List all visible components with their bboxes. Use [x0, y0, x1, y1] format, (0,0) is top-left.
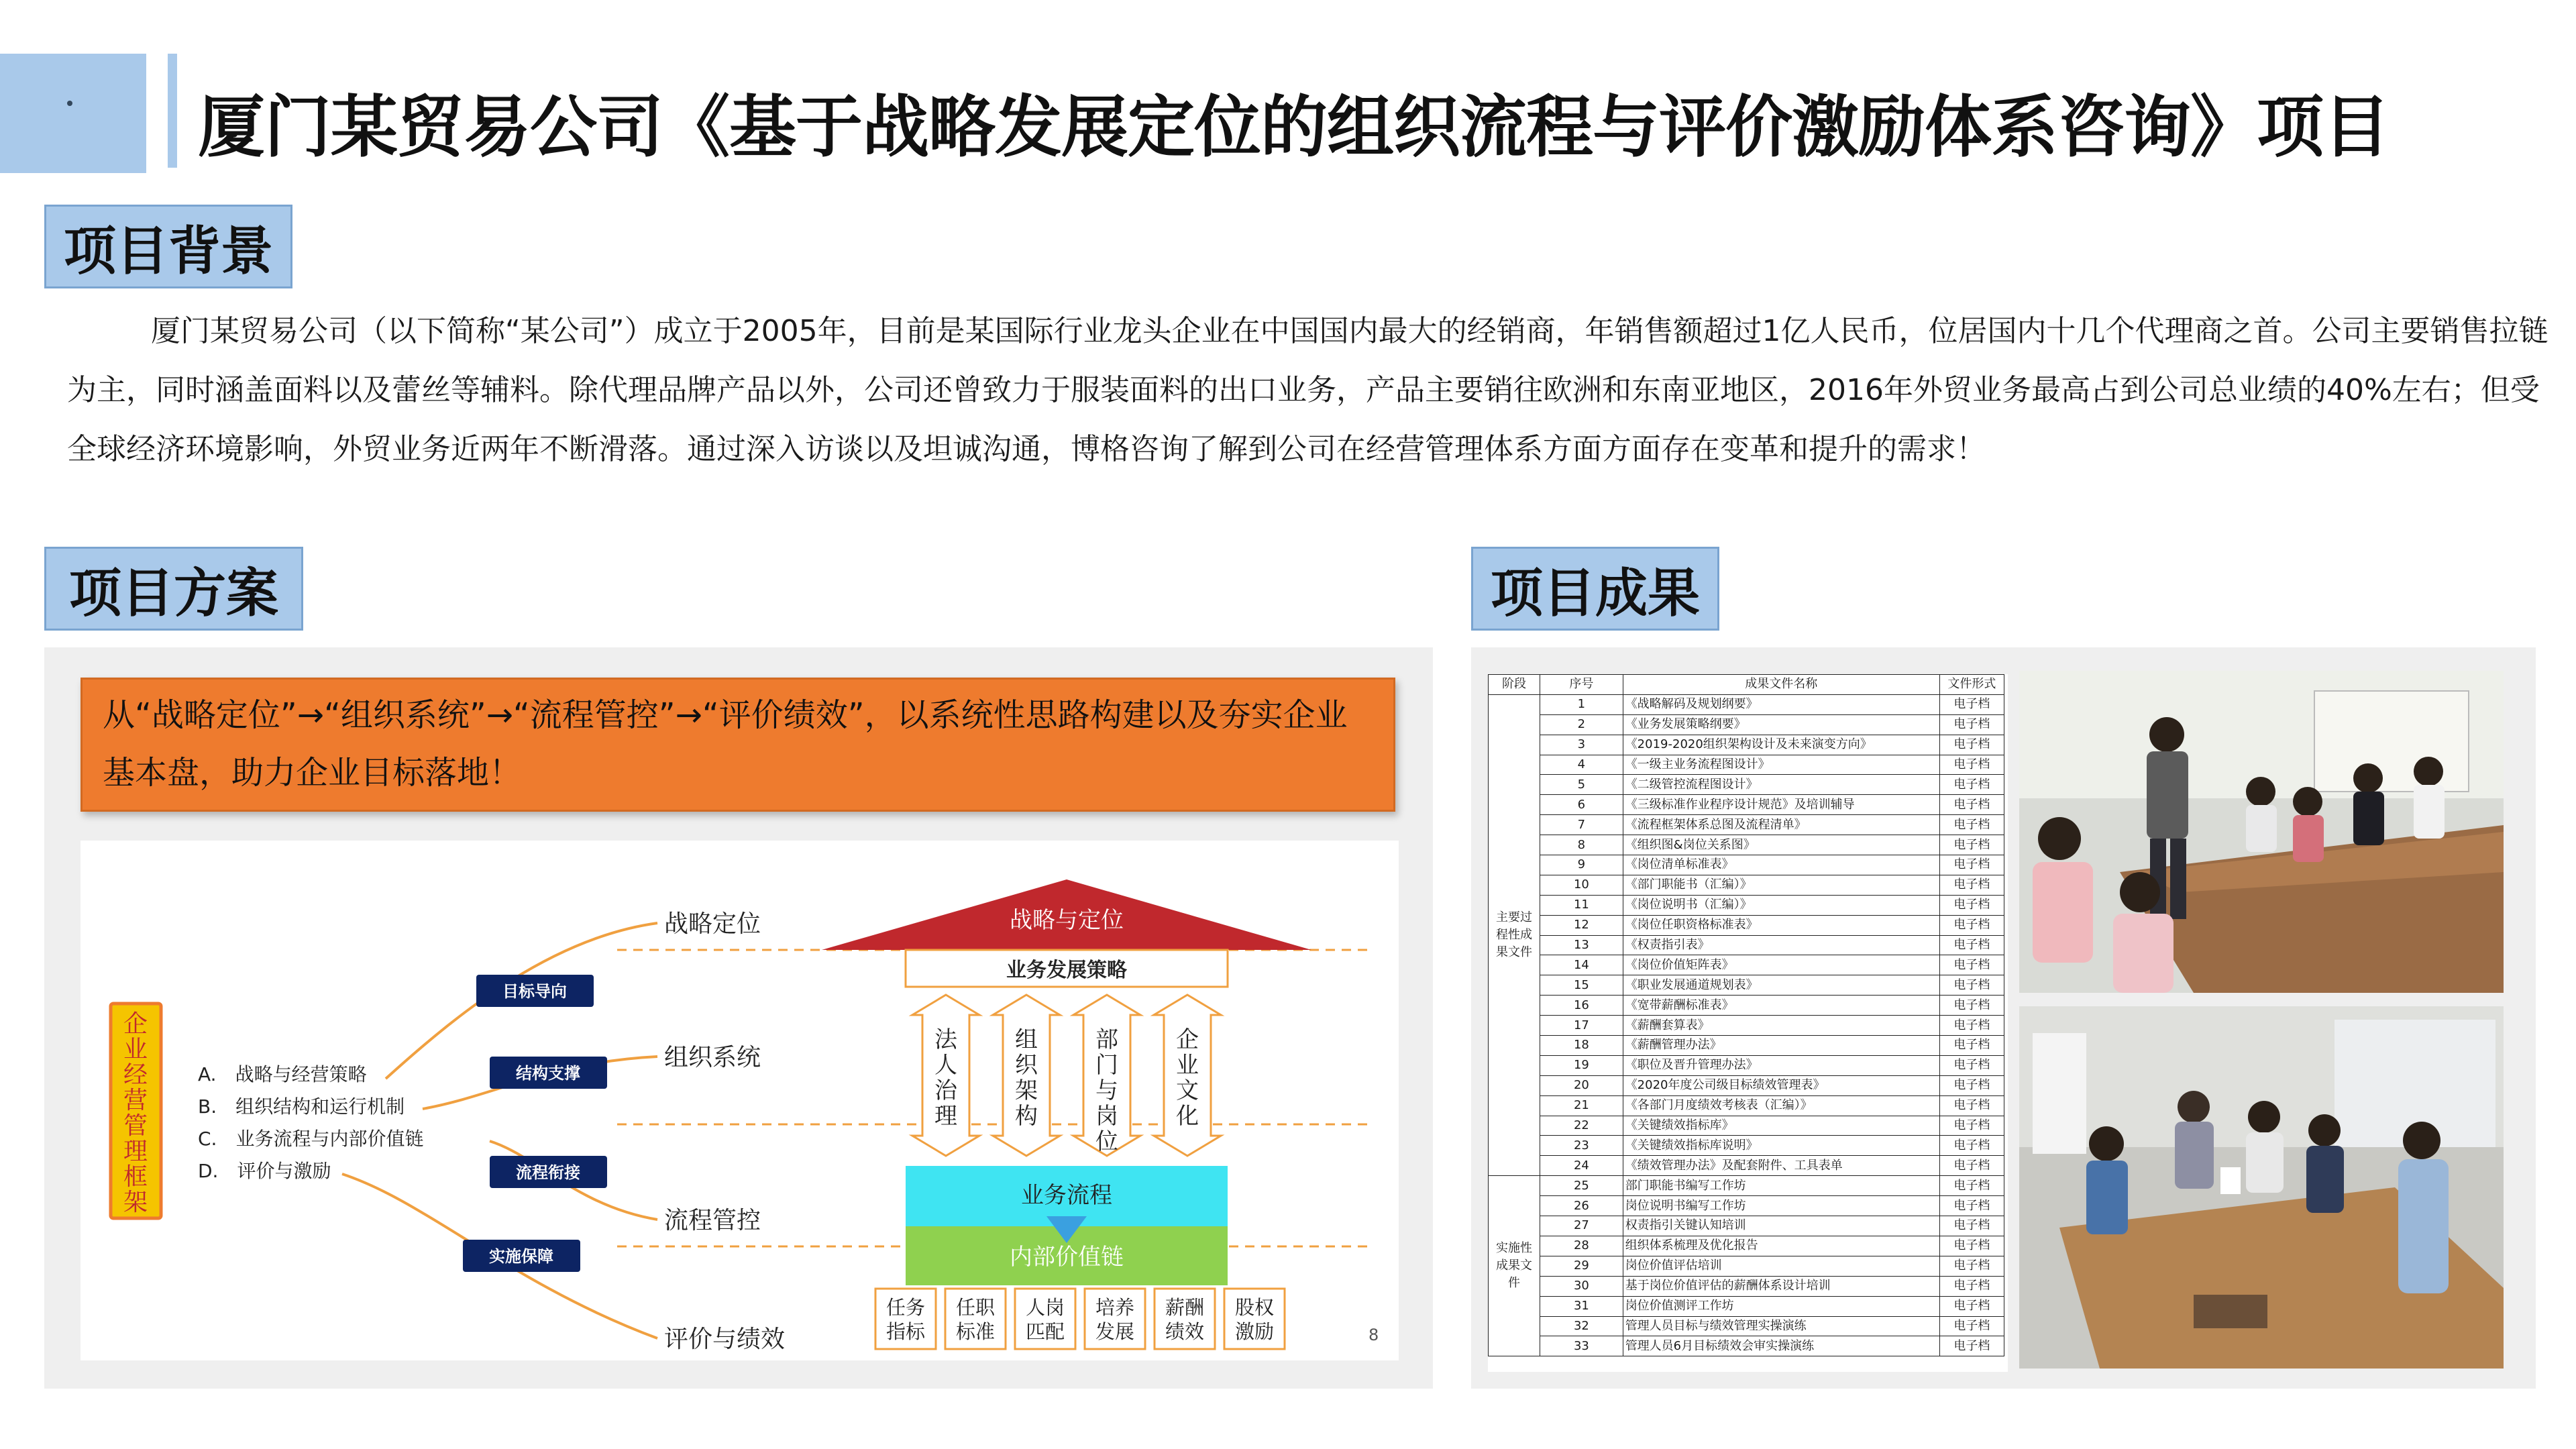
pillar-label-char: 法 — [934, 1026, 957, 1053]
table-cell-no: 10 — [1540, 875, 1623, 895]
table-cell-no: 33 — [1540, 1336, 1623, 1356]
table-cell-name: 岗位价值测评工作坊 — [1623, 1296, 1939, 1316]
table-row — [1489, 915, 2004, 935]
table-cell-no: 24 — [1540, 1156, 1623, 1176]
pillar-label-char: 门 — [1095, 1052, 1118, 1079]
list-item-a: A. 战略与经营策略 — [198, 1063, 367, 1085]
table-row — [1489, 1016, 2004, 1036]
bottom-item-label: 培养 — [1095, 1296, 1135, 1319]
table-cell-no: 2 — [1540, 714, 1623, 735]
table-cell-no: 15 — [1540, 975, 1623, 996]
table-header-stage: 阶段 — [1489, 675, 1540, 695]
table-cell-form: 电子档 — [1939, 1095, 2004, 1116]
table-cell-form: 电子档 — [1939, 1296, 2004, 1316]
table-row — [1489, 1336, 2004, 1356]
table-cell-form: 电子档 — [1939, 1256, 2004, 1276]
page-number: 8 — [1368, 1326, 1379, 1344]
table-row — [1489, 1196, 2004, 1216]
table-cell-form: 电子档 — [1939, 1196, 2004, 1216]
framework-label-char: 经 — [123, 1061, 148, 1089]
table-cell-no: 7 — [1540, 815, 1623, 835]
connector-label-structure: 结构支撑 — [516, 1064, 580, 1083]
section-label-result: 项目成果 — [1471, 547, 1719, 631]
table-cell-name: 岗位说明书编写工作坊 — [1623, 1196, 1939, 1216]
framework-label-char: 业 — [123, 1036, 148, 1063]
table-cell-name: 《薪酬套算表》 — [1623, 1016, 1939, 1036]
table-cell-name: 《2020年度公司级目标绩效管理表》 — [1623, 1075, 1939, 1095]
table-row — [1489, 1296, 2004, 1316]
table-row — [1489, 855, 2004, 875]
table-row — [1489, 1116, 2004, 1136]
table-cell-no: 19 — [1540, 1055, 1623, 1075]
table-cell-name: 《薪酬管理办法》 — [1623, 1036, 1939, 1056]
table-row — [1489, 1036, 2004, 1056]
table-row — [1489, 1136, 2004, 1156]
table-cell-form: 电子档 — [1939, 855, 2004, 875]
table-cell-name: 管理人员6月目标绩效会审实操演练 — [1623, 1336, 1939, 1356]
framework-label-char: 管 — [123, 1112, 148, 1140]
table-cell-name: 《一级主业务流程图设计》 — [1623, 755, 1939, 775]
table-row — [1489, 694, 2004, 714]
table-row — [1489, 755, 2004, 775]
connector-label-support: 实施保障 — [489, 1247, 553, 1266]
management-framework-diagram — [80, 841, 1399, 1360]
framework-label-char: 营 — [123, 1087, 148, 1114]
table-row — [1489, 895, 2004, 915]
bottom-item-label: 薪酬 — [1165, 1296, 1205, 1319]
table-cell-form: 电子档 — [1939, 1316, 2004, 1336]
section-label-plan: 项目方案 — [44, 547, 303, 631]
table-cell-name: 《岗位说明书（汇编）》 — [1623, 895, 1939, 915]
pillar-label-char: 部 — [1095, 1026, 1118, 1053]
table-row — [1489, 815, 2004, 835]
bottom-item-label: 人岗 — [1025, 1296, 1065, 1319]
pillar-label-char: 与 — [1095, 1077, 1118, 1104]
table-cell-form: 电子档 — [1939, 955, 2004, 975]
pillar-label-char: 企 — [1176, 1026, 1199, 1053]
bottom-item-label: 指标 — [885, 1320, 926, 1343]
table-cell-name: 《流程框架体系总图及流程清单》 — [1623, 815, 1939, 835]
table-cell-no: 3 — [1540, 735, 1623, 755]
pillars-group — [912, 995, 1221, 1156]
bottom-item-label: 激励 — [1234, 1320, 1275, 1343]
table-row — [1489, 1316, 2004, 1336]
corner-block — [0, 54, 146, 173]
plan-summary-box: 从“战略定位”→“组织系统”→“流程管控”→“评价绩效”，以系统性思路构建以及夯实企业基本盘，助力企业目标落地！ — [80, 678, 1395, 812]
layer-label-process: 流程管控 — [664, 1207, 761, 1234]
table-cell-name: 《三级标准作业程序设计规范》及培训辅导 — [1623, 795, 1939, 815]
table-cell-no: 8 — [1540, 835, 1623, 855]
table-cell-no: 5 — [1540, 775, 1623, 795]
table-cell-name: 《权责指引表》 — [1623, 935, 1939, 955]
section-label-background: 项目背景 — [44, 205, 292, 288]
table-cell-form: 电子档 — [1939, 1016, 2004, 1036]
table-cell-form: 电子档 — [1939, 1055, 2004, 1075]
table-cell-form: 电子档 — [1939, 1075, 2004, 1095]
pillar-label-char: 业 — [1176, 1052, 1199, 1079]
table-cell-name: 《二级管控流程图设计》 — [1623, 775, 1939, 795]
table-cell-form: 电子档 — [1939, 1176, 2004, 1196]
table-cell-no: 25 — [1540, 1176, 1623, 1196]
table-cell-name: 岗位价值评估培训 — [1623, 1256, 1939, 1276]
deliverables-table-wrap — [1488, 674, 2008, 1372]
process-bottom-label: 内部价值链 — [1010, 1244, 1124, 1271]
table-header-name: 成果文件名称 — [1623, 675, 1939, 695]
bottom-item-label: 发展 — [1095, 1320, 1135, 1343]
table-cell-name: 《战略解码及规划纲要》 — [1623, 694, 1939, 714]
table-cell-no: 14 — [1540, 955, 1623, 975]
table-row — [1489, 714, 2004, 735]
table-cell-name: 《2019-2020组织架构设计及未来演变方向》 — [1623, 735, 1939, 755]
table-cell-no: 27 — [1540, 1216, 1623, 1236]
table-cell-name: 《职位及晋升管理办法》 — [1623, 1055, 1939, 1075]
table-cell-no: 6 — [1540, 795, 1623, 815]
table-cell-name: 《组织图&岗位关系图》 — [1623, 835, 1939, 855]
table-row — [1489, 795, 2004, 815]
table-row — [1489, 935, 2004, 955]
table-cell-form: 电子档 — [1939, 735, 2004, 755]
table-cell-no: 32 — [1540, 1316, 1623, 1336]
table-cell-no: 31 — [1540, 1296, 1623, 1316]
background-paragraph: 厦门某贸易公司（以下简称“某公司”）成立于2005年，目前是某国际行业龙头企业在中国国内最大的经销商，年销售额超过1亿人民币，位居国内十几个代理商之首。公司主要销售拉链为主，同时涵盖面料以及蕾丝等辅料。除代理品牌产品以外，公司还曾致力于服装面料的出口业务，产品主要销往欧洲和东南亚地区，2016年外贸业务最高占到公司总业绩的40%左右；但受全球经济环境影响，外贸业务近两年不断滑落。通过深入访谈以及坦诚沟通，博格咨询了解到公司在经营管理体系方面方面存在变革和提升的需求！ — [67, 314, 2548, 466]
table-cell-form: 电子档 — [1939, 935, 2004, 955]
table-row — [1489, 1236, 2004, 1256]
pillar-label-char: 织 — [1015, 1052, 1038, 1079]
deliverables-table — [1488, 674, 2004, 1356]
framework-label-char: 架 — [123, 1189, 148, 1216]
bottom-item-label: 绩效 — [1165, 1320, 1205, 1343]
table-cell-form: 电子档 — [1939, 915, 2004, 935]
table-row — [1489, 1216, 2004, 1236]
bottom-item-label: 任务 — [885, 1296, 926, 1319]
layer-label-strategy: 战略定位 — [664, 910, 761, 938]
table-cell-form: 电子档 — [1939, 1156, 2004, 1176]
table-header-form: 文件形式 — [1939, 675, 2004, 695]
table-cell-form: 电子档 — [1939, 895, 2004, 915]
table-row — [1489, 1095, 2004, 1116]
table-row — [1489, 875, 2004, 895]
table-cell-no: 20 — [1540, 1075, 1623, 1095]
table-cell-name: 《宽带薪酬标准表》 — [1623, 996, 1939, 1016]
table-cell-form: 电子档 — [1939, 1276, 2004, 1296]
list-item-b: B. 组织结构和运行机制 — [198, 1095, 405, 1118]
bottom-items-group — [875, 1289, 1285, 1349]
table-row — [1489, 975, 2004, 996]
table-cell-name: 权责指引关键认知培训 — [1623, 1216, 1939, 1236]
table-cell-name: 《岗位价值矩阵表》 — [1623, 955, 1939, 975]
pillar-label-char: 位 — [1095, 1128, 1118, 1155]
page-title: 厦门某贸易公司《基于战略发展定位的组织流程与评价激励体系咨询》项目 — [198, 88, 2390, 166]
table-cell-name: 《岗位清单标准表》 — [1623, 855, 1939, 875]
connector-label-goal: 目标导向 — [502, 982, 567, 1001]
table-cell-no: 16 — [1540, 996, 1623, 1016]
table-cell-form: 电子档 — [1939, 1236, 2004, 1256]
list-item-c: C. 业务流程与内部价值链 — [198, 1128, 424, 1150]
table-row — [1489, 735, 2004, 755]
table-cell-name: 管理人员目标与绩效管理实操演练 — [1623, 1316, 1939, 1336]
table-cell-form: 电子档 — [1939, 1116, 2004, 1136]
table-cell-name: 部门职能书编写工作坊 — [1623, 1176, 1939, 1196]
table-cell-no: 13 — [1540, 935, 1623, 955]
table-cell-no: 22 — [1540, 1116, 1623, 1136]
pillar-label-char: 文 — [1176, 1077, 1199, 1104]
table-header-no: 序号 — [1540, 675, 1623, 695]
table-cell-no: 4 — [1540, 755, 1623, 775]
connector-label-process: 流程衔接 — [516, 1163, 580, 1182]
table-cell-stage: 主要过程性成果文件 — [1489, 694, 1540, 1175]
deliverables-table-body — [1489, 694, 2004, 1356]
table-cell-form: 电子档 — [1939, 815, 2004, 835]
bottom-item-label: 股权 — [1234, 1296, 1275, 1319]
table-cell-form: 电子档 — [1939, 775, 2004, 795]
strategy-bar-label: 业务发展策略 — [1006, 959, 1127, 982]
layer-label-evaluation: 评价与绩效 — [664, 1326, 786, 1353]
table-cell-no: 29 — [1540, 1256, 1623, 1276]
table-cell-no: 30 — [1540, 1276, 1623, 1296]
table-cell-form: 电子档 — [1939, 714, 2004, 735]
framework-label-char: 企 — [123, 1010, 148, 1038]
table-cell-name: 基于岗位价值评估的薪酬体系设计培训 — [1623, 1276, 1939, 1296]
corner-dot — [67, 101, 72, 106]
table-cell-form: 电子档 — [1939, 996, 2004, 1016]
pillar-label-char: 架 — [1015, 1077, 1038, 1104]
table-cell-no: 23 — [1540, 1136, 1623, 1156]
table-cell-no: 28 — [1540, 1236, 1623, 1256]
pillar-label-char: 理 — [934, 1103, 957, 1130]
meeting-photo-2 — [2019, 1006, 2504, 1368]
table-cell-name: 《关键绩效指标库》 — [1623, 1116, 1939, 1136]
table-row — [1489, 1276, 2004, 1296]
table-cell-name: 组织体系梳理及优化报告 — [1623, 1236, 1939, 1256]
table-cell-no: 9 — [1540, 855, 1623, 875]
table-row — [1489, 996, 2004, 1016]
pillar-label-char: 化 — [1176, 1103, 1199, 1130]
table-cell-no: 12 — [1540, 915, 1623, 935]
table-row — [1489, 1176, 2004, 1196]
pillar-label-char: 岗 — [1095, 1103, 1118, 1130]
table-cell-no: 11 — [1540, 895, 1623, 915]
pillar-label-char: 组 — [1015, 1026, 1038, 1053]
table-cell-no: 18 — [1540, 1036, 1623, 1056]
bottom-item-label: 匹配 — [1025, 1320, 1065, 1343]
table-cell-no: 1 — [1540, 694, 1623, 714]
pillar-label-char: 构 — [1015, 1103, 1038, 1130]
pillar-label-char: 治 — [934, 1077, 957, 1104]
framework-label — [123, 1010, 148, 1216]
table-cell-form: 电子档 — [1939, 835, 2004, 855]
table-cell-form: 电子档 — [1939, 755, 2004, 775]
framework-label-char: 理 — [123, 1138, 148, 1165]
table-cell-name: 《关键绩效指标库说明》 — [1623, 1136, 1939, 1156]
table-row — [1489, 835, 2004, 855]
table-cell-name: 《业务发展策略纲要》 — [1623, 714, 1939, 735]
table-row — [1489, 1075, 2004, 1095]
table-cell-form: 电子档 — [1939, 1136, 2004, 1156]
layer-label-organization: 组织系统 — [664, 1044, 761, 1071]
framework-label-char: 框 — [123, 1163, 148, 1191]
roof-label: 战略与定位 — [1010, 907, 1124, 934]
table-cell-form: 电子档 — [1939, 795, 2004, 815]
table-row — [1489, 955, 2004, 975]
bottom-item-label: 任职 — [955, 1296, 996, 1319]
table-cell-no: 21 — [1540, 1095, 1623, 1116]
table-cell-form: 电子档 — [1939, 694, 2004, 714]
table-cell-form: 电子档 — [1939, 975, 2004, 996]
table-cell-name: 《绩效管理办法》及配套附件、工具表单 — [1623, 1156, 1939, 1176]
table-row — [1489, 1055, 2004, 1075]
list-item-d: D. 评价与激励 — [198, 1160, 331, 1182]
pillar-label-char: 人 — [934, 1052, 957, 1079]
table-cell-name: 《职业发展通道规划表》 — [1623, 975, 1939, 996]
table-cell-stage: 实施性成果文件 — [1489, 1176, 1540, 1356]
table-cell-name: 《各部门月度绩效考核表（汇编）》 — [1623, 1095, 1939, 1116]
table-cell-no: 17 — [1540, 1016, 1623, 1036]
table-row — [1489, 1256, 2004, 1276]
table-cell-no: 26 — [1540, 1196, 1623, 1216]
title-accent-bar — [168, 54, 177, 168]
table-row — [1489, 1156, 2004, 1176]
table-cell-name: 《部门职能书（汇编）》 — [1623, 875, 1939, 895]
table-cell-form: 电子档 — [1939, 1036, 2004, 1056]
table-cell-form: 电子档 — [1939, 875, 2004, 895]
table-cell-name: 《岗位任职资格标准表》 — [1623, 915, 1939, 935]
process-top-label: 业务流程 — [1021, 1182, 1112, 1209]
table-cell-form: 电子档 — [1939, 1336, 2004, 1356]
bottom-item-label: 标准 — [955, 1320, 996, 1343]
table-row — [1489, 775, 2004, 795]
meeting-photo-1 — [2019, 671, 2504, 993]
table-cell-form: 电子档 — [1939, 1216, 2004, 1236]
